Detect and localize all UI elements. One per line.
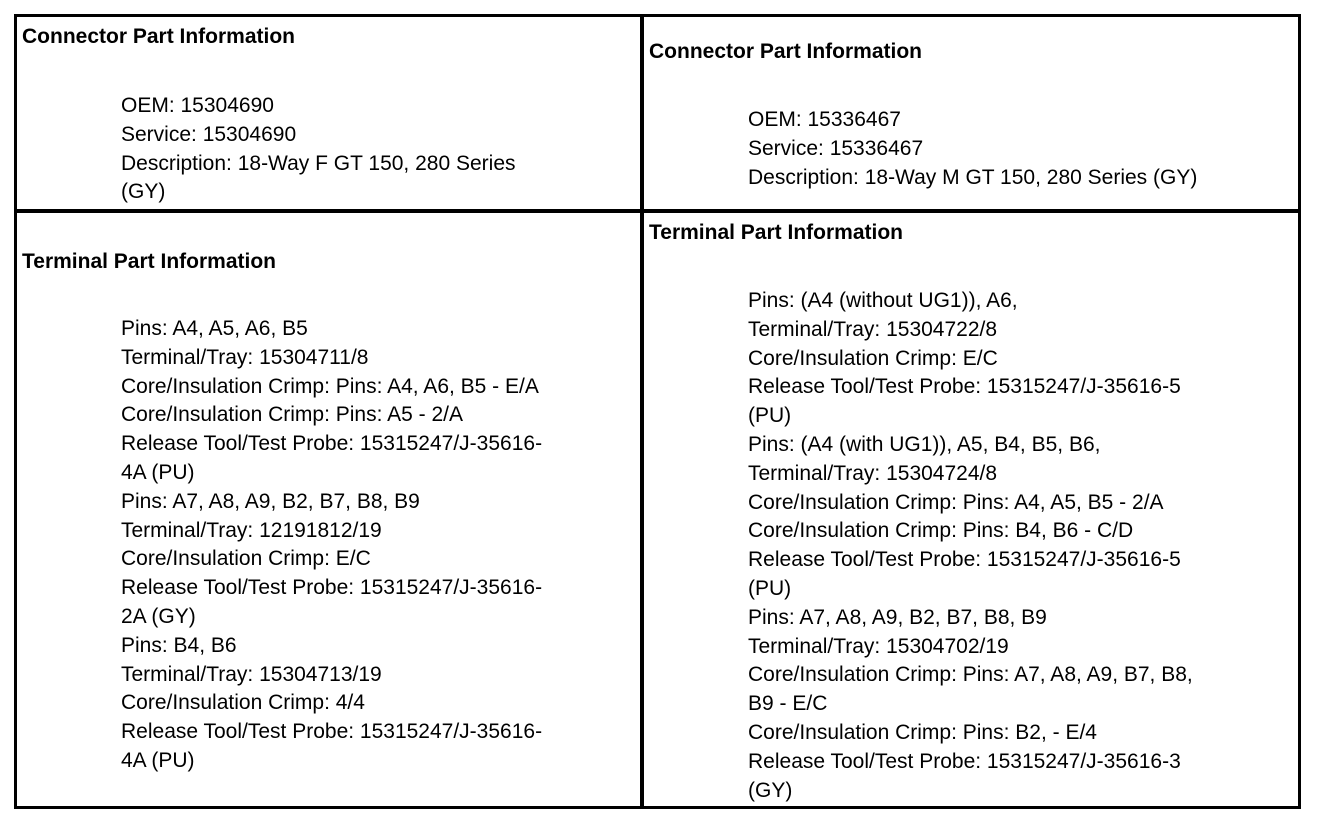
terminal-line: Terminal/Tray: 15304713/19 (121, 662, 382, 686)
terminal-line: Pins: A7, A8, A9, B2, B7, B8, B9 (748, 605, 1047, 629)
part-information-table (14, 14, 1301, 809)
terminal-line: Core/Insulation Crimp: E/C (748, 346, 998, 370)
terminal-line: Core/Insulation Crimp: Pins: A4, A5, B5 - 2/A (748, 490, 1164, 514)
connector-description-left-cont: (GY) (121, 180, 166, 204)
connector-info-heading-right: Connector Part Information (649, 40, 923, 63)
connector-description-right: Description: 18-Way M GT 150, 280 Series (GY) (748, 165, 1198, 189)
terminal-line: Core/Insulation Crimp: Pins: A5 - 2/A (121, 403, 463, 427)
terminal-line: Core/Insulation Crimp: E/C (121, 547, 371, 571)
terminal-info-lines-left (121, 315, 542, 776)
terminal-line: 4A (PU) (121, 748, 195, 772)
connector-oem-right: OEM: 15336467 (748, 108, 901, 131)
terminal-line: 2A (GY) (121, 604, 196, 628)
terminal-line: Core/Insulation Crimp: Pins: A7, A8, A9, B7, B8, (748, 663, 1193, 687)
terminal-line: Terminal/Tray: 12191812/19 (121, 518, 382, 542)
terminal-line: Pins: B4, B6 (121, 633, 237, 657)
connector-oem-left: OEM: 15304690 (121, 94, 274, 117)
terminal-info-heading-left: Terminal Part Information (22, 250, 276, 273)
terminal-line: Terminal/Tray: 15304711/8 (121, 345, 369, 369)
terminal-line: Core/Insulation Crimp: Pins: A4, A6, B5 - E/A (121, 374, 539, 398)
connector-info-lines-left (121, 92, 516, 207)
terminal-info-lines-right (748, 287, 1193, 805)
terminal-line: Release Tool/Test Probe: 15315247/J-35616- (121, 720, 543, 744)
terminal-line: Terminal/Tray: 15304702/19 (748, 634, 1009, 658)
terminal-line: Core/Insulation Crimp: 4/4 (121, 691, 365, 715)
connector-info-lines-right (748, 106, 1197, 192)
terminal-line: Pins: A7, A8, A9, B2, B7, B8, B9 (121, 489, 420, 513)
terminal-line: Release Tool/Test Probe: 15315247/J-35616- (121, 576, 543, 600)
terminal-line: Release Tool/Test Probe: 15315247/J-35616-5 (748, 548, 1181, 572)
connector-info-heading-left: Connector Part Information (22, 25, 296, 48)
connector-description-left: Description: 18-Way F GT 150, 280 Series (121, 151, 516, 175)
connector-service-right: Service: 15336467 (748, 136, 924, 160)
terminal-line: Release Tool/Test Probe: 15315247/J-35616-5 (748, 375, 1181, 399)
connector-service-left: Service: 15304690 (121, 122, 297, 146)
terminal-line: 4A (PU) (121, 460, 195, 484)
terminal-line: Terminal/Tray: 15304724/8 (748, 461, 998, 485)
terminal-line: Pins: (A4 (without UG1)), A6, (748, 289, 1018, 312)
terminal-line: (GY) (748, 778, 793, 802)
terminal-info-heading-right: Terminal Part Information (649, 221, 903, 244)
terminal-line: Release Tool/Test Probe: 15315247/J-35616- (121, 432, 543, 456)
terminal-line: Pins: A4, A5, A6, B5 (121, 317, 308, 340)
terminal-line: B9 - E/C (748, 692, 828, 716)
row-divider (17, 209, 1298, 213)
terminal-line: Terminal/Tray: 15304722/8 (748, 317, 998, 341)
terminal-line: (PU) (748, 404, 792, 428)
terminal-line: Pins: (A4 (with UG1)), A5, B4, B5, B6, (748, 432, 1101, 456)
terminal-line: Core/Insulation Crimp: Pins: B2, - E/4 (748, 720, 1097, 744)
terminal-line: (PU) (748, 576, 792, 600)
terminal-line: Release Tool/Test Probe: 15315247/J-35616-3 (748, 749, 1181, 773)
terminal-line: Core/Insulation Crimp: Pins: B4, B6 - C/D (748, 519, 1134, 543)
column-divider (640, 17, 644, 806)
